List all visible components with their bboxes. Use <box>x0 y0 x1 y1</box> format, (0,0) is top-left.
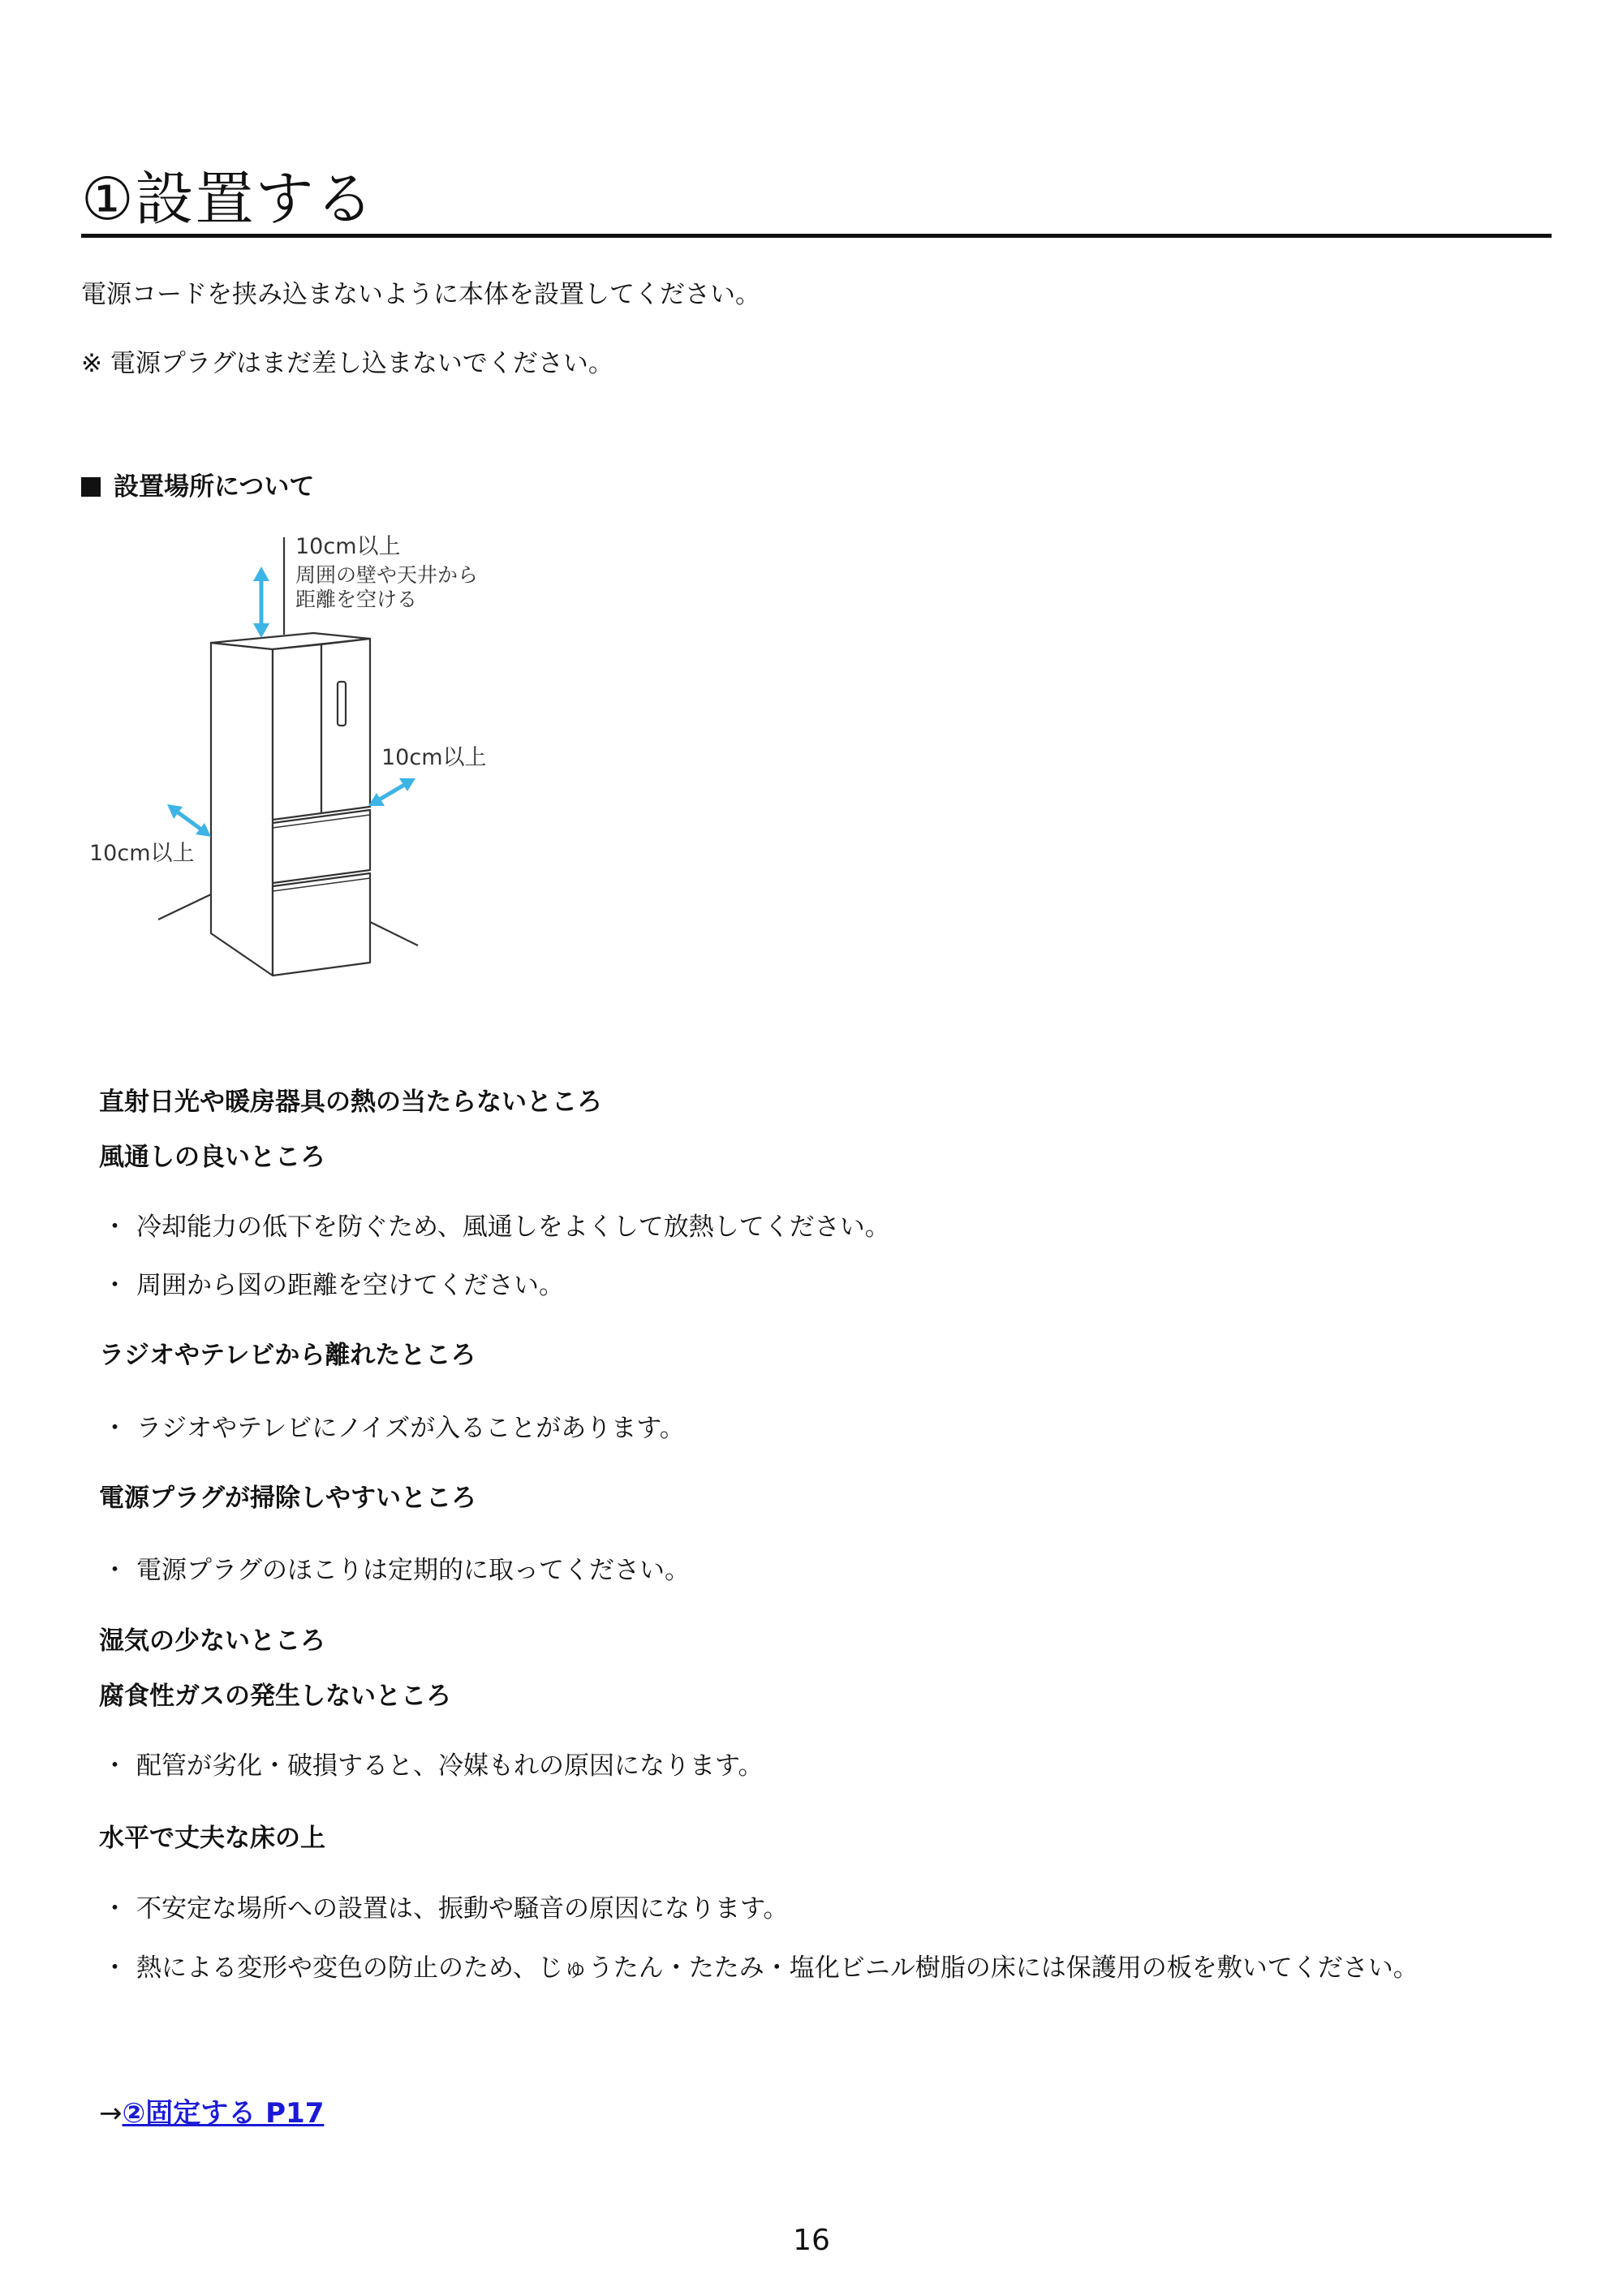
bullet-item <box>102 1269 564 1302</box>
condition-heading: 腐食性ガスの発生しないところ <box>99 1682 451 1711</box>
bullet-text: ラジオやテレビにノイズが入ることがあります。 <box>136 1414 685 1443</box>
bullet-item <box>102 1952 1419 1984</box>
bullet-mark: ・ <box>102 1271 127 1300</box>
square-bullet-icon <box>81 477 101 497</box>
condition-heading: 湿気の少ないところ <box>99 1626 325 1656</box>
next-step-link-line <box>99 2096 324 2131</box>
section-heading <box>81 471 314 503</box>
bullet-text: 電源プラグのほこりは定期的に取ってください。 <box>136 1556 690 1585</box>
bullet-item <box>102 1412 685 1445</box>
bullet-item <box>102 1750 764 1782</box>
right-clearance-label: 10cm以上 <box>381 745 487 770</box>
top-clearance-note-2: 距離を空ける <box>295 588 418 611</box>
section-heading-label: 設置場所について <box>114 472 315 502</box>
bullet-item <box>102 1211 890 1243</box>
bullet-mark: ・ <box>102 1751 127 1781</box>
bullet-mark: ・ <box>102 1894 127 1923</box>
page-title: ①設置する <box>81 165 376 233</box>
condition-heading: 風通しの良いところ <box>99 1143 325 1172</box>
bullet-mark: ・ <box>102 1556 127 1585</box>
condition-heading: 水平で丈夫な床の上 <box>99 1824 325 1853</box>
bullet-text: 周囲から図の距離を空けてください。 <box>136 1271 564 1300</box>
condition-heading: 直射日光や暖房器具の熱の当たらないところ <box>99 1088 602 1117</box>
bullet-text: 熱による変形や変色の防止のため、じゅうたん・たたみ・塩化ビニル樹脂の床には保護用の板を敷いてください。 <box>136 1954 1419 1983</box>
bullet-mark: ・ <box>102 1954 127 1983</box>
arrow-right-icon: → <box>99 2097 123 2130</box>
bullet-text: 配管が劣化・破損すると、冷媒もれの原因になります。 <box>136 1751 764 1781</box>
intro-note: ※ 電源プラグはまだ差し込まないでください。 <box>81 349 613 378</box>
condition-heading: 電源プラグが掃除しやすいところ <box>99 1484 476 1513</box>
bullet-mark: ・ <box>102 1414 127 1443</box>
bullet-mark: ・ <box>102 1213 127 1242</box>
intro-text-1: 電源コードを挟み込まないように本体を設置してください。 <box>81 280 760 309</box>
installation-clearance-diagram <box>81 528 536 982</box>
next-step-link[interactable]: ②固定する P17 <box>122 2097 325 2130</box>
bullet-item <box>102 1893 789 1925</box>
bullet-text: 不安定な場所への設置は、振動や騒音の原因になります。 <box>136 1894 789 1923</box>
top-clearance-label: 10cm以上 <box>295 534 401 559</box>
top-clearance-note-1: 周囲の壁や天井から <box>295 563 479 587</box>
title-underline <box>81 234 1552 238</box>
condition-heading: ラジオやテレビから離れたところ <box>99 1341 476 1370</box>
left-clearance-label: 10cm以上 <box>89 841 195 866</box>
bullet-item <box>102 1554 690 1587</box>
page-number: 16 <box>793 2224 830 2257</box>
bullet-text: 冷却能力の低下を防ぐため、風通しをよくして放熱してください。 <box>136 1213 890 1242</box>
